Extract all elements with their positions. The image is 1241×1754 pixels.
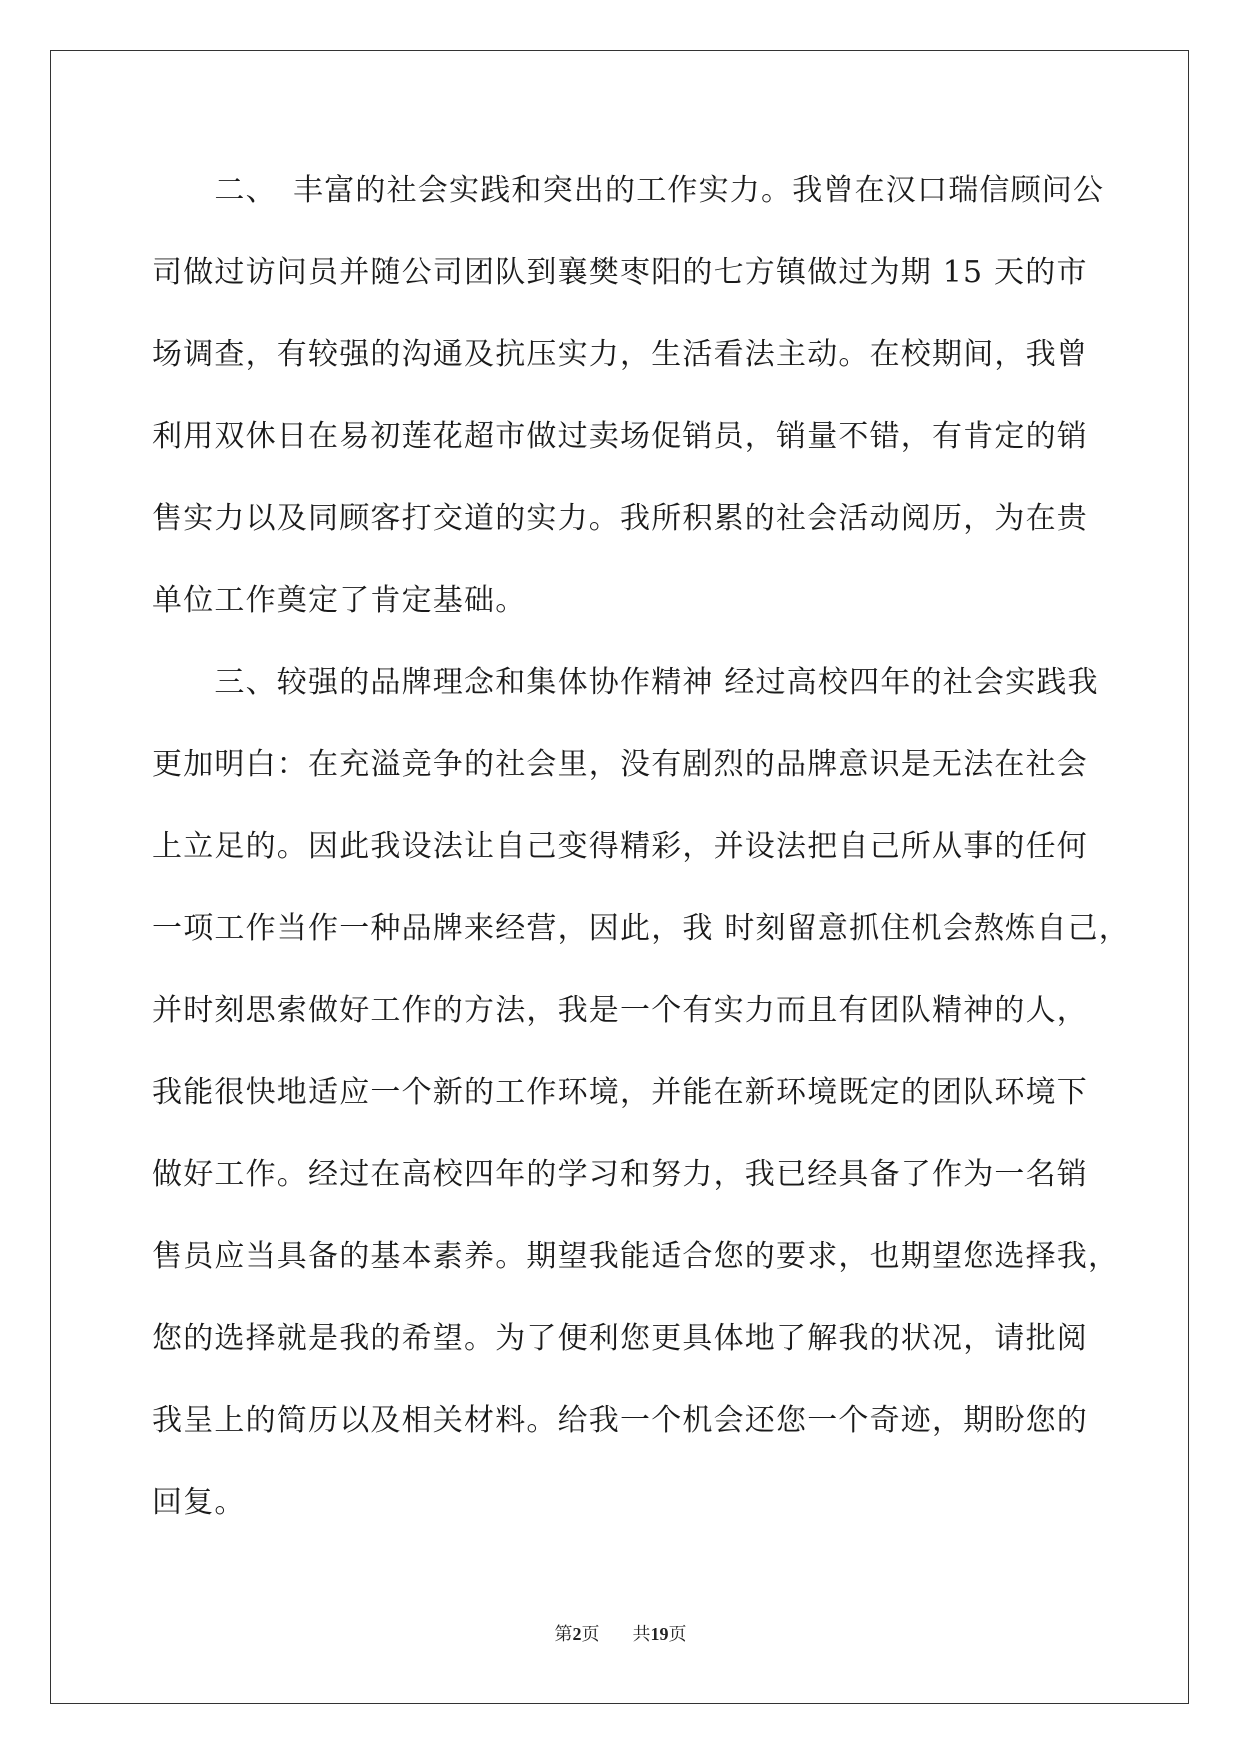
text-line: 单位工作奠定了肯定基础。 — [152, 583, 527, 618]
document-body — [152, 160, 1130, 1554]
text-line: 三、较强的品牌理念和集体协作精神 经过高校四年的社会实践我 — [152, 665, 1099, 700]
text-line: 场调查，有较强的沟通及抗压实力，生活看法主动。在校期间，我曾 — [152, 337, 1088, 372]
text-line: 售员应当具备的基本素养。期望我能适合您的要求，也期望您选择我， — [152, 1239, 1120, 1274]
text-line: 回复。 — [152, 1485, 246, 1520]
text-line: 并时刻思索做好工作的方法，我是一个有实力而且有团队精神的人， — [152, 993, 1088, 1028]
text-line: 利用双休日在易初莲花超市做过卖场促销员，销量不错，有肯定的销 — [152, 419, 1088, 454]
page-prefix: 第 — [554, 1624, 573, 1644]
page-suffix: 页 — [581, 1624, 600, 1644]
text-line: 我能很快地适应一个新的工作环境，并能在新环境既定的团队环境下 — [152, 1075, 1088, 1110]
text-line: 我呈上的简历以及相关材料。给我一个机会还您一个奇迹，期盼您的 — [152, 1403, 1088, 1438]
text-line: 上立足的。因此我设法让自己变得精彩，并设法把自己所从事的任何 — [152, 829, 1088, 864]
text-line: 做好工作。经过在高校四年的学习和努力，我已经具备了作为一名销 — [152, 1157, 1088, 1192]
total-pages: 19 — [650, 1624, 669, 1644]
text-line: 您的选择就是我的希望。为了便利您更具体地了解我的状况，请批阅 — [152, 1321, 1088, 1356]
page-number: 2 — [572, 1624, 582, 1644]
total-prefix: 共 — [632, 1624, 651, 1644]
page-footer — [0, 1620, 1241, 1646]
text-line: 司做过访问员并随公司团队到襄樊枣阳的七方镇做过为期 15 天的市 — [152, 255, 1088, 290]
text-line: 二、 丰富的社会实践和突出的工作实力。我曾在汉口瑞信顾问公 — [152, 173, 1105, 208]
total-suffix: 页 — [668, 1624, 687, 1644]
text-line: 一项工作当作一种品牌来经营，因此，我 时刻留意抓住机会熬炼自己， — [152, 911, 1130, 946]
text-line: 售实力以及同顾客打交道的实力。我所积累的社会活动阅历，为在贵 — [152, 501, 1088, 536]
text-line: 更加明白：在充溢竞争的社会里，没有剧烈的品牌意识是无法在社会 — [152, 747, 1088, 782]
